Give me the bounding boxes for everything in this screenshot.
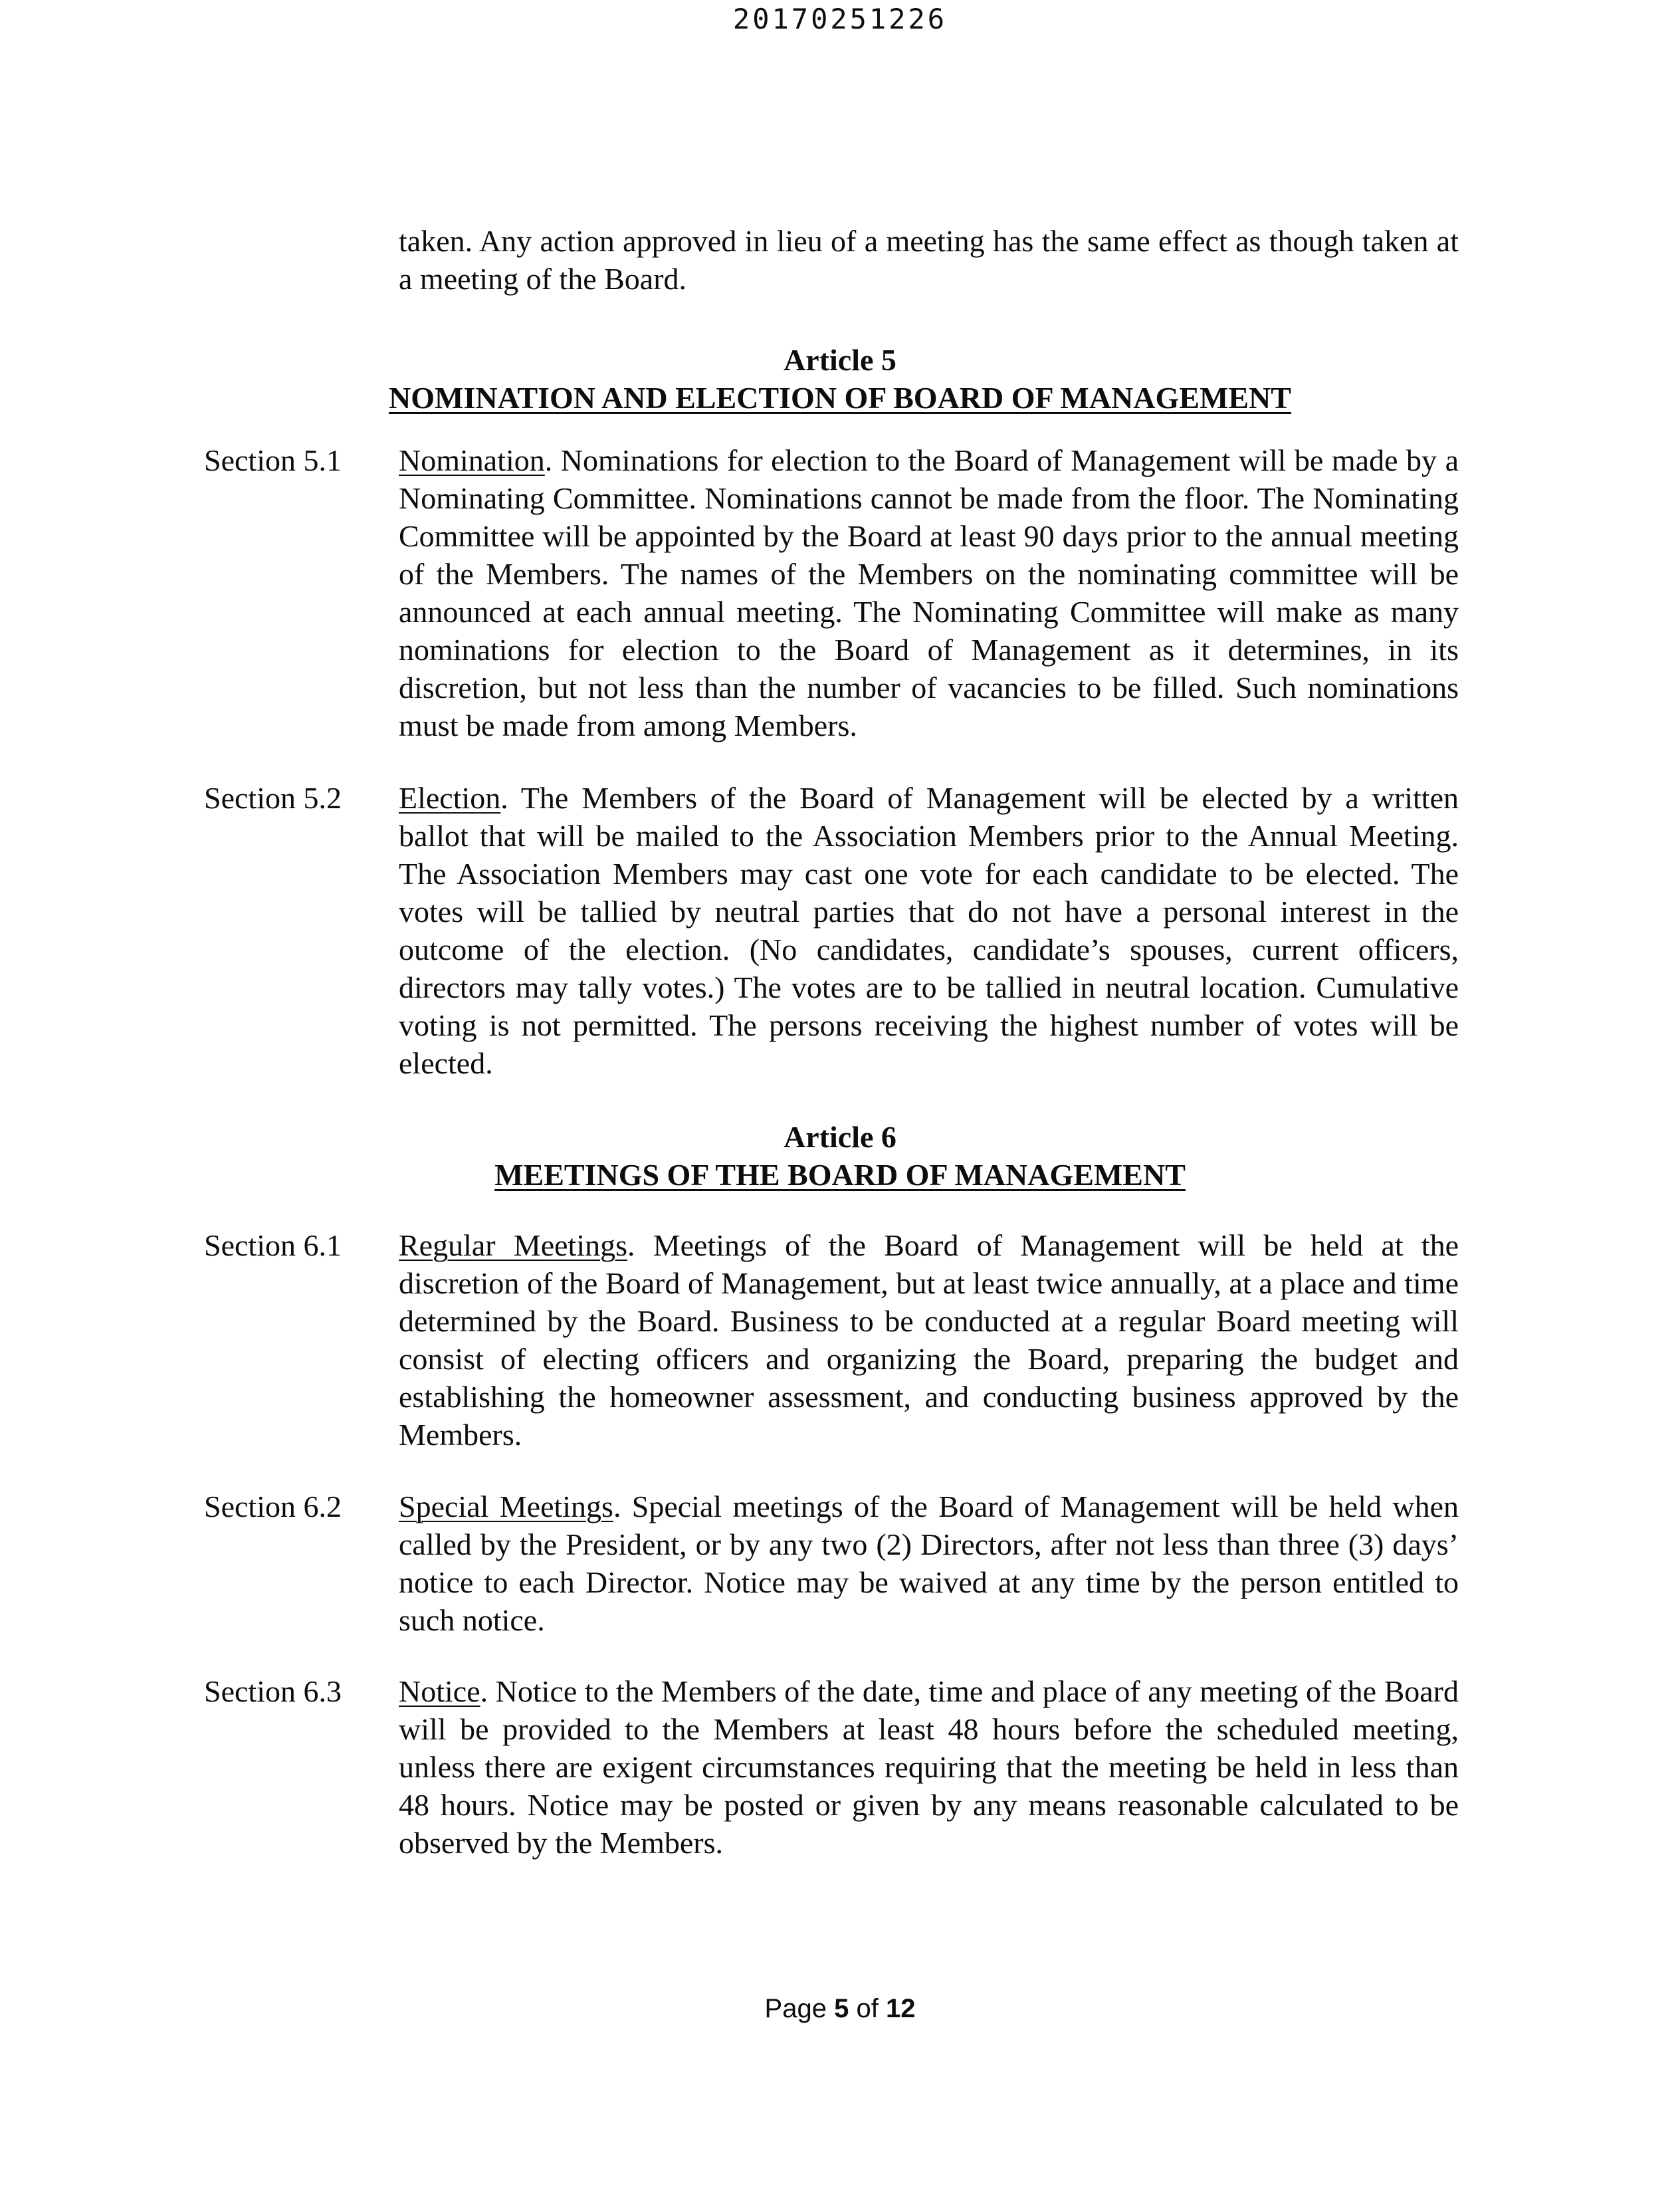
page-of: of [856,1994,879,2023]
section-heading: Election [399,781,501,815]
section-body [399,1672,1459,1862]
article-label: Article 6 [784,1120,896,1154]
intro-paragraph: taken. Any action approved in lieu of a meeting has the same effect as though taken at a meeting of the Board. [399,224,1459,296]
article-title: MEETINGS OF THE BOARD OF MANAGEMENT [494,1158,1186,1192]
page-total: 12 [885,1994,916,2023]
section-body [399,441,1459,744]
page-number [0,1994,1680,2024]
section-text: . The Members of the Board of Management will be elected by a written ballot that will be mailed to the Association Members prior to the Annual Meeting. The Association Members may cast one vote for each candidate to be elected. The votes will be tallied by neutral parties that do not have a personal interest in the outcome of the election. (No candidates, candidate’s spouses, current officers, directors may tally votes.) The votes are to be tallied in neutral location. Cumulative voting is not permitted. The persons receiving the highest number of votes will be elected. [399,781,1459,1080]
article-label: Article 5 [784,343,896,377]
section-label: Section 5.2 [204,781,342,815]
article-title: NOMINATION AND ELECTION OF BOARD OF MANAGEMENT [389,381,1291,415]
section-body [399,1488,1459,1639]
article-6-heading [0,1118,1680,1194]
section-label: Section 5.1 [204,443,342,477]
section-text: . Meetings of the Board of Management will be held at the discretion of the Board of Management, but at least twice annually, at a place and time determined by the Board. Business to be conducted at a regular Board meeting will consist of electing officers and organizing the Board, preparing the budget and establishing the homeowner assessment, and conducting business approved by the Members. [399,1228,1459,1452]
article-5-heading [0,341,1680,417]
section-text: . Nominations for election to the Board of Management will be made by a Nominating Committee. Nominations cannot be made from the floor. The Nominating Committee will be appointed by the Board at least 90 days prior to the annual meeting of the Members. The names of the Members on the nominating committee will be announced at each annual meeting. The Nominating Committee will make as many nominations for election to the Board of Management as it determines, in its discretion, but not less than the number of vacancies to be filled. Such nominations must be made from among Members. [399,443,1459,742]
section-label: Section 6.1 [204,1228,342,1262]
section-text: . Notice to the Members of the date, time and place of any meeting of the Board will be provided to the Members at least 48 hours before the scheduled meeting, unless there are exigent circumstances requiring that the meeting be held in less than 48 hours. Notice may be posted or given by any means reasonable calculated to be observed by the Members. [399,1674,1459,1860]
section-body [399,779,1459,1082]
section-body [399,1226,1459,1454]
section-heading: Regular Meetings [399,1228,628,1262]
section-label: Section 6.2 [204,1490,342,1523]
page-prefix: Page [764,1994,827,2023]
section-heading: Nomination [399,443,545,477]
section-text: . Special meetings of the Board of Management will be held when called by the President, or by any two (2) Directors, after not less than three (3) days’ notice to each Director. Notice may be waived at any time by the person entitled to such notice. [399,1490,1459,1637]
section-label: Section 6.3 [204,1674,342,1708]
document-id: 20170251226 [732,3,948,35]
section-heading: Special Meetings [399,1490,613,1523]
section-heading: Notice [399,1674,480,1708]
page-current: 5 [834,1994,849,2023]
